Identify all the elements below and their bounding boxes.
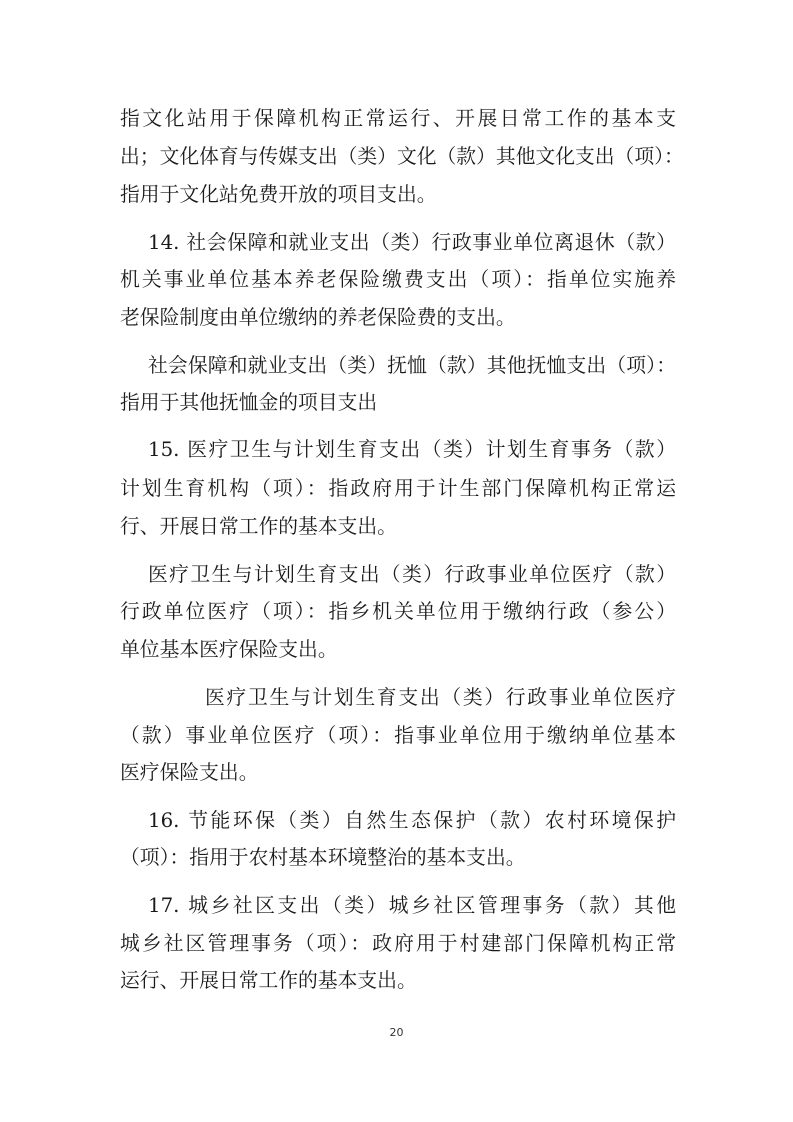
text-line: 指文化站用于保障机构正常运行、开展日常工作的基本支: [120, 107, 676, 130]
text-line: 单位基本医疗保险支出。: [120, 638, 338, 661]
text-line: （款）事业单位医疗（项）：指事业单位用于缴纳单位基本: [120, 724, 676, 747]
text-line: 行、开展日常工作的基本支出。: [120, 515, 397, 538]
text-line: 医疗保险支出。: [120, 761, 259, 784]
text-line: 计划生育机构（项）：指政府用于计生部门保障机构正常运: [120, 477, 676, 500]
text-line: 医疗卫生与计划生育支出（类）行政事业单位医疗（款）: [148, 563, 676, 586]
text-line: （项）：指用于农村基本环境整治的基本支出。: [120, 846, 526, 869]
text-line: 15. 医疗卫生与计划生育支出（类）计划生育事务（款）: [148, 438, 676, 461]
text-line: 老保险制度由单位缴纳的养老保险费的支出。: [120, 306, 516, 329]
text-line: 出；文化体育与传媒支出（类）文化（款）其他文化支出（项）：: [120, 145, 684, 168]
page-number: 20: [389, 1026, 404, 1039]
text-line: 17. 城乡社区支出（类）城乡社区管理事务（款）其他: [148, 894, 676, 917]
text-line: 运行、开展日常工作的基本支出。: [120, 969, 417, 992]
text-line: 医疗卫生与计划生育支出（类）行政事业单位医疗: [205, 686, 676, 709]
text-line: 14. 社会保障和就业支出（类）行政事业单位离退休（款）: [148, 231, 676, 254]
text-line: 城乡社区管理事务（项）：政府用于村建部门保障机构正常: [120, 932, 676, 955]
text-line: 16. 节能环保（类）自然生态保护（款）农村环境保护: [148, 809, 676, 832]
text-line: 社会保障和就业支出（类）抚恤（款）其他抚恤支出（项）：: [148, 354, 676, 377]
text-line: 指用于文化站免费开放的项目支出。: [120, 183, 437, 206]
text-line: 指用于其他抚恤金的项目支出: [120, 391, 378, 414]
text-line: 行政单位医疗（项）：指乡机关单位用于缴纳行政（参公）: [120, 600, 676, 623]
text-line: 机关事业单位基本养老保险缴费支出（项）：指单位实施养: [120, 268, 676, 291]
